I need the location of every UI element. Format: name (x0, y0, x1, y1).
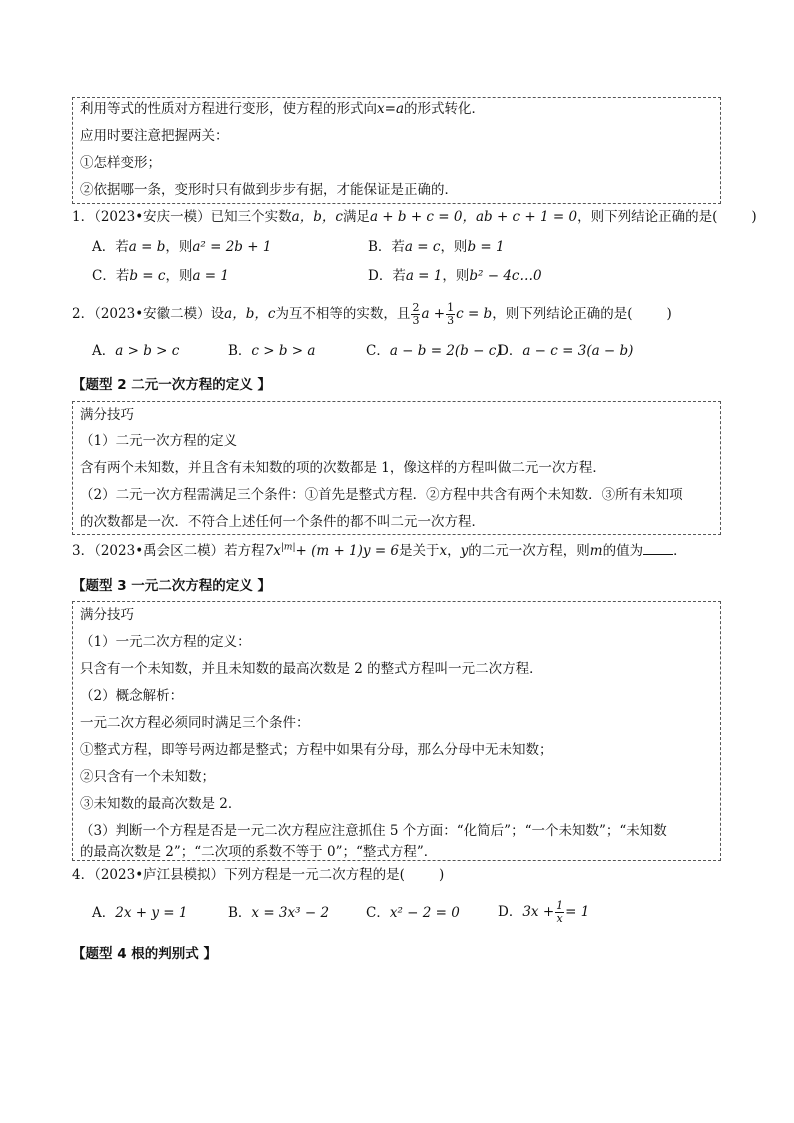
fraction-two-thirds: $\frac{2}{3}$ (412, 301, 420, 327)
tip-line-4: ②依据哪一条，变形时只有做到步步有据，才能保证是正确的． (80, 182, 458, 198)
question-4-option-c: C．x² − 2 = 0 (366, 905, 460, 921)
question-4-stem: 4．（2023•庐江县模拟）下列方程是一元二次方程的是( ) (72, 867, 445, 883)
question-2-option-b: B．c > b > a (228, 343, 316, 359)
question-3-stem: 3．（2023•禹会区二模）若方程$7x^{|m|}+ (m + 1)y = 6$是关于x，y的二元一次方程，则m的值为 ． (72, 542, 687, 559)
section-heading-3: 【题型 3 一元二次方程的定义 】 (72, 578, 271, 594)
tip-line: ③未知数的最高次数是 2． (80, 796, 242, 812)
tip-line: ①整式方程，即等号两边都是整式；方程中如果有分母，那么分母中无未知数； (80, 742, 553, 758)
tip-line-3: ①怎样变形； (80, 155, 161, 171)
question-1-option-c: C．若b = c，则a = 1 (92, 268, 229, 284)
tip-line: （1）一元二次方程的定义： (80, 634, 251, 650)
fraction-one-over-x: $\frac{1}{x}$ (556, 899, 564, 925)
tip-line-1: 利用等式的性质对方程进行变形，使方程的形式向x=a的形式转化． (80, 101, 485, 117)
question-4-option-d: D．3x + $\frac{1}{x}$ = 1 (498, 899, 590, 925)
tip-line: 一元二次方程必须同时满足三个条件： (80, 715, 310, 731)
tip-line: （2）二元一次方程需满足三个条件：①首先是整式方程．②方程中共含有两个未知数．③所有未知项 (80, 487, 683, 503)
tip-line: 含有两个未知数，并且含有未知数的项的次数都是 1，像这样的方程叫做二元一次方程． (80, 460, 606, 476)
tip-line: （1）二元一次方程的定义 (80, 433, 238, 449)
question-4-option-a: A．2x + y = 1 (92, 905, 188, 921)
fraction-one-third: $\frac{1}{3}$ (447, 301, 455, 327)
question-1-option-b: B．若a = c，则b = 1 (368, 239, 505, 255)
tip-line-2: 应用时要注意把握两关： (80, 128, 229, 144)
question-1-option-d: D．若a = 1，则b² − 4c…0 (368, 268, 542, 284)
tip-line: 的次数都是一次．不符合上述任何一个条件的都不叫二元一次方程． (80, 514, 485, 530)
question-2-option-d: D．a − c = 3(a − b) (498, 343, 634, 359)
tip-line: （3）判断一个方程是否是一元二次方程应注意抓住 5 个方面：“化简后”；“一个未知数”；“未知数 (80, 823, 667, 839)
tip-title: 满分技巧 (80, 607, 134, 623)
question-1-stem: 1．（2023•安庆一模）已知三个实数a，b，c满足a + b + c = 0，ab + c + 1 = 0，则下列结论正确的是( ) (72, 209, 757, 225)
tip-line: 的最高次数是 2”；“二次项的系数不等于 0”；“整式方程”． (80, 844, 438, 860)
tip-line: 只含有一个未知数，并且未知数的最高次数是 2 的整式方程叫一元二次方程． (80, 661, 543, 677)
question-4-option-b: B．x = 3x³ − 2 (228, 905, 330, 921)
question-1-option-a: A．若a = b，则a² = 2b + 1 (92, 239, 272, 255)
question-2-stem: 2．（2023•安徽二模）设a，b，c为互不相等的实数，且 $\frac{2}{3}$ a + $\frac{1}{3}$ c = b，则下列结论正确的是( ) (72, 301, 672, 327)
tip-title: 满分技巧 (80, 407, 134, 423)
question-2-option-a: A．a > b > c (92, 343, 180, 359)
answer-blank[interactable] (643, 544, 673, 555)
tip-line: （2）概念解析： (80, 688, 184, 704)
tip-line: ②只含有一个未知数； (80, 769, 215, 785)
section-heading-4: 【题型 4 根的判别式 】 (72, 946, 217, 962)
question-2-option-c: C．a − b = 2(b − c) (366, 343, 502, 359)
section-heading-2: 【题型 2 二元一次方程的定义 】 (72, 377, 271, 393)
